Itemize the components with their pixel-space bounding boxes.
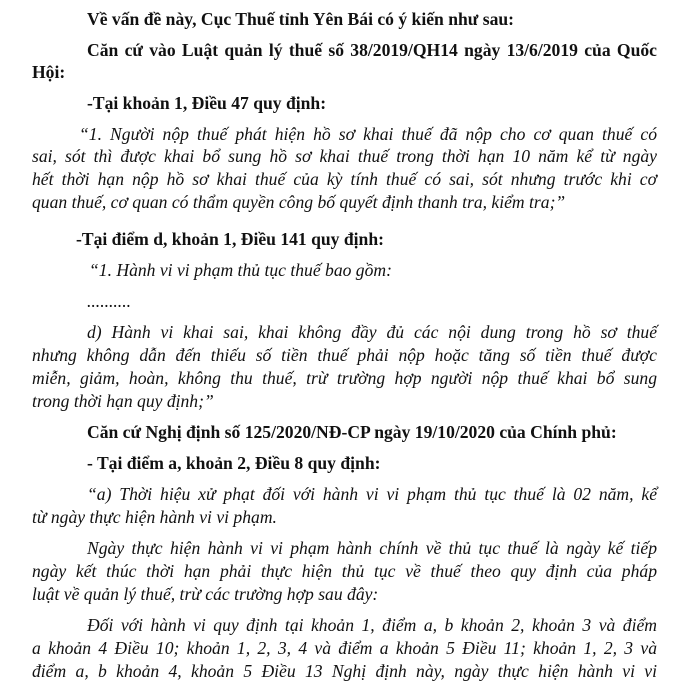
- decree-quote-a-line-2: từ ngày thực hiện hành vi vi phạm.: [32, 507, 277, 527]
- decree-cases-line-1: Đối với hành vi quy định tại khoản 1, điểm a, b khoản 2, khoản 3 và điểm: [87, 615, 657, 635]
- clause-141-quote-d-line-2: nhưng không dẫn đến thiếu số tiền thuế phải nộp hoặc tăng số tiền thuế được: [32, 345, 657, 365]
- decree-heading: - Tại điểm a, khoản 2, Điều 8 quy định:: [87, 453, 381, 473]
- clause-141-quote-d-line-1: d) Hành vi khai sai, khai không đầy đủ các nội dung trong hồ sơ thuế: [87, 322, 657, 342]
- decree-date-line-1: Ngày thực hiện hành vi vi phạm hành chính về thủ tục thuế là ngày kế tiếp: [87, 538, 657, 558]
- decree-date-line-3: luật về quản lý thuế, trừ các trường hợp sau đây:: [32, 584, 379, 604]
- clause-141-quote-start: “1. Hành vi vi phạm thủ tục thuế bao gồm:: [89, 260, 392, 280]
- clause-141-quote-d-line-3: miễn, giảm, hoàn, không thu thuế, trừ trường hợp người nộp thuế khai bổ sung: [32, 368, 657, 388]
- clause-47-quote-line-1: “1. Người nộp thuế phát hiện hồ sơ khai thuế đã nộp cho cơ quan thuế có: [79, 124, 657, 144]
- law-basis-line-1: Căn cứ vào Luật quản lý thuế số 38/2019/QH14 ngày 13/6/2019 của Quốc: [87, 40, 657, 60]
- clause-141-heading: -Tại điểm d, khoản 1, Điều 141 quy định:: [76, 229, 384, 249]
- intro-line: Về vấn đề này, Cục Thuế tỉnh Yên Bái có ý kiến như sau:: [87, 9, 515, 29]
- ellipsis: ..........: [87, 291, 131, 311]
- decree-date-line-2: ngày kết thúc thời hạn phải thực hiện thủ tục về thuế theo quy định của pháp: [32, 561, 657, 581]
- decree-cases-line-2: a khoản 4 Điều 10; khoản 1, 2, 3, 4 và điểm a khoản 5 Điều 11; khoản 1, 2, 3 và: [32, 638, 657, 658]
- decree-basis-line: Căn cứ Nghị định số 125/2020/NĐ-CP ngày 19/10/2020 của Chính phủ:: [87, 422, 617, 442]
- clause-47-quote-line-3: hết thời hạn nộp hồ sơ khai thuế của kỳ tính thuế có sai, sót nhưng trước khi cơ: [32, 169, 657, 189]
- clause-141-quote-d-line-4: trong thời hạn quy định;”: [32, 391, 214, 411]
- decree-cases-line-3: điểm a, b khoản 4, khoản 5 Điều 13 Nghị định này, ngày thực hiện hành vi vi: [32, 661, 657, 681]
- decree-quote-a-line-1: “a) Thời hiệu xử phạt đối với hành vi vi phạm thủ tục thuế là 02 năm, kể: [87, 484, 657, 504]
- law-basis-line-2: Hội:: [32, 62, 66, 82]
- clause-47-quote-line-4: quan thuế, cơ quan có thẩm quyền công bố quyết định thanh tra, kiểm tra;”: [32, 192, 566, 212]
- clause-47-quote-line-2: sai, sót thì được khai bổ sung hồ sơ khai thuế trong thời hạn 10 năm kể từ ngày: [32, 146, 657, 166]
- clause-47-heading: -Tại khoản 1, Điều 47 quy định:: [87, 93, 327, 113]
